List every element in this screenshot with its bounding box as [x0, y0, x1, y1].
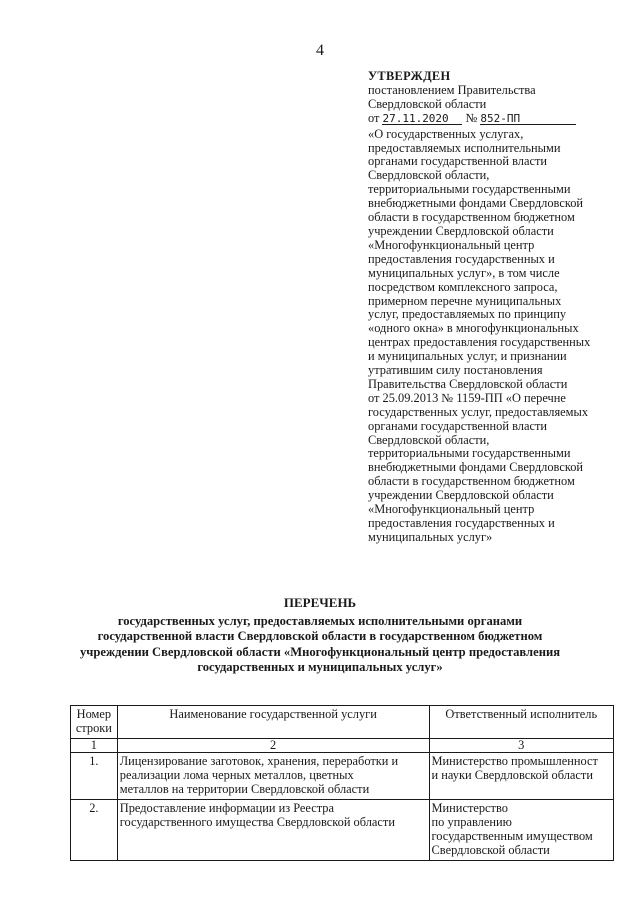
- approval-description: [368, 128, 618, 545]
- table-row: [71, 753, 614, 800]
- subtitle-line: государственной власти Свердловской области в государственном бюджетном: [97, 629, 543, 644]
- description-line: муниципальных услуг»: [368, 529, 493, 544]
- service-name-line: Лицензирование заготовок, хранения, переработки и: [119, 754, 399, 768]
- description-line: государственных услуг, предоставляемых: [368, 404, 589, 419]
- service-name-line: реализации лома черных металлов, цветных: [119, 768, 354, 782]
- header-executor: Ответственный исполнитель: [429, 706, 613, 739]
- description-line: «Многофункциональный центр: [368, 502, 535, 517]
- subtitle-line: государственных услуг, предоставляемых исполнительными органами: [117, 614, 523, 628]
- executor-line: государственным имуществом: [431, 829, 593, 843]
- description-line: муниципальных услуг», в том числе: [368, 265, 560, 280]
- description-line: посредством комплексного запроса,: [368, 279, 558, 294]
- description-line: услуг, предоставляемых по принципу: [368, 307, 567, 322]
- approval-number: 852-ПП: [480, 113, 576, 125]
- description-line: Свердловской области,: [368, 432, 490, 447]
- document-title: ПЕРЕЧЕНЬ: [283, 595, 357, 610]
- services-table: [70, 705, 614, 861]
- description-line: предоставляемых исполнительными: [368, 140, 561, 155]
- approval-line-1: постановлением Правительства: [368, 82, 536, 97]
- description-line: Правительства Свердловской области: [368, 376, 568, 391]
- description-line: центрах предоставления государственных: [368, 335, 591, 350]
- subtitle-line: учреждении Свердловской области «Многофункциональный центр предоставления: [80, 644, 561, 659]
- service-name: [117, 800, 429, 861]
- executor-line: по управлению: [431, 815, 512, 829]
- table-row: [71, 800, 614, 861]
- description-line: органами государственной власти: [368, 418, 547, 433]
- column-index-row: [71, 739, 614, 753]
- header-number-line: Номер: [76, 707, 112, 721]
- description-line: Свердловской области,: [368, 168, 490, 183]
- executor-line: Министерство: [431, 801, 508, 815]
- description-line: территориальными государственными: [368, 446, 571, 461]
- number-sign: №: [465, 110, 478, 125]
- executor: [429, 800, 613, 861]
- approval-date-row: [368, 112, 618, 126]
- date-prefix: от: [368, 110, 380, 125]
- row-number: 1.: [71, 753, 118, 800]
- executor-line: Министерство промышленност: [431, 754, 598, 768]
- description-line: области в государственном бюджетном: [368, 210, 575, 225]
- description-line: «одного окна» в многофункциональных: [368, 321, 579, 336]
- executor: [429, 753, 613, 800]
- service-name: [117, 753, 429, 800]
- description-line: учреждении Свердловской области: [368, 223, 554, 238]
- description-line: и муниципальных услуг, и признании: [368, 349, 567, 364]
- description-line: примерном перечне муниципальных: [368, 293, 562, 308]
- subtitle-line: государственных и муниципальных услуг»: [197, 660, 443, 675]
- row-number: 2.: [71, 800, 118, 861]
- description-line: от 25.09.2013 № 1159-ПП «О перечне: [368, 390, 566, 405]
- description-line: предоставления государственных и: [368, 516, 555, 530]
- description-line: области в государственном бюджетном: [368, 474, 575, 489]
- executor-line: и науки Свердловской области: [431, 768, 593, 782]
- approval-date: 27.11.2020: [382, 113, 462, 125]
- column-index: 1: [71, 739, 118, 753]
- description-line: «О государственных услугах,: [368, 126, 524, 141]
- service-name-line: металлов на территории Свердловской области: [119, 782, 370, 796]
- service-name-line: Предоставление информации из Реестра: [119, 801, 334, 815]
- description-line: предоставления государственных и: [368, 251, 555, 266]
- executor-line: Свердловской области: [431, 843, 550, 857]
- service-name-line: государственного имущества Свердловской области: [119, 815, 395, 829]
- header-number-line: строки: [75, 721, 112, 735]
- column-index: 2: [117, 739, 429, 753]
- approval-stamp: УТВЕРЖДЕН: [368, 69, 451, 83]
- description-line: учреждении Свердловской области: [368, 488, 554, 503]
- description-line: «Многофункциональный центр: [368, 237, 535, 252]
- description-line: внебюджетными фондами Свердловской: [368, 460, 584, 475]
- description-line: территориальными государственными: [368, 182, 571, 197]
- approval-line-2: Свердловской области: [368, 96, 487, 111]
- column-index: 3: [429, 739, 613, 753]
- description-line: внебюджетными фондами Свердловской: [368, 196, 584, 211]
- description-line: органами государственной власти: [368, 154, 547, 169]
- document-subtitle: [80, 614, 560, 676]
- header-number: [71, 706, 118, 739]
- header-service-name: Наименование государственной услуги: [117, 706, 429, 739]
- table-header-row: [71, 706, 614, 739]
- page-number: 4: [316, 42, 324, 59]
- approval-block: [368, 70, 618, 545]
- description-line: утратившим силу постановления: [368, 363, 543, 378]
